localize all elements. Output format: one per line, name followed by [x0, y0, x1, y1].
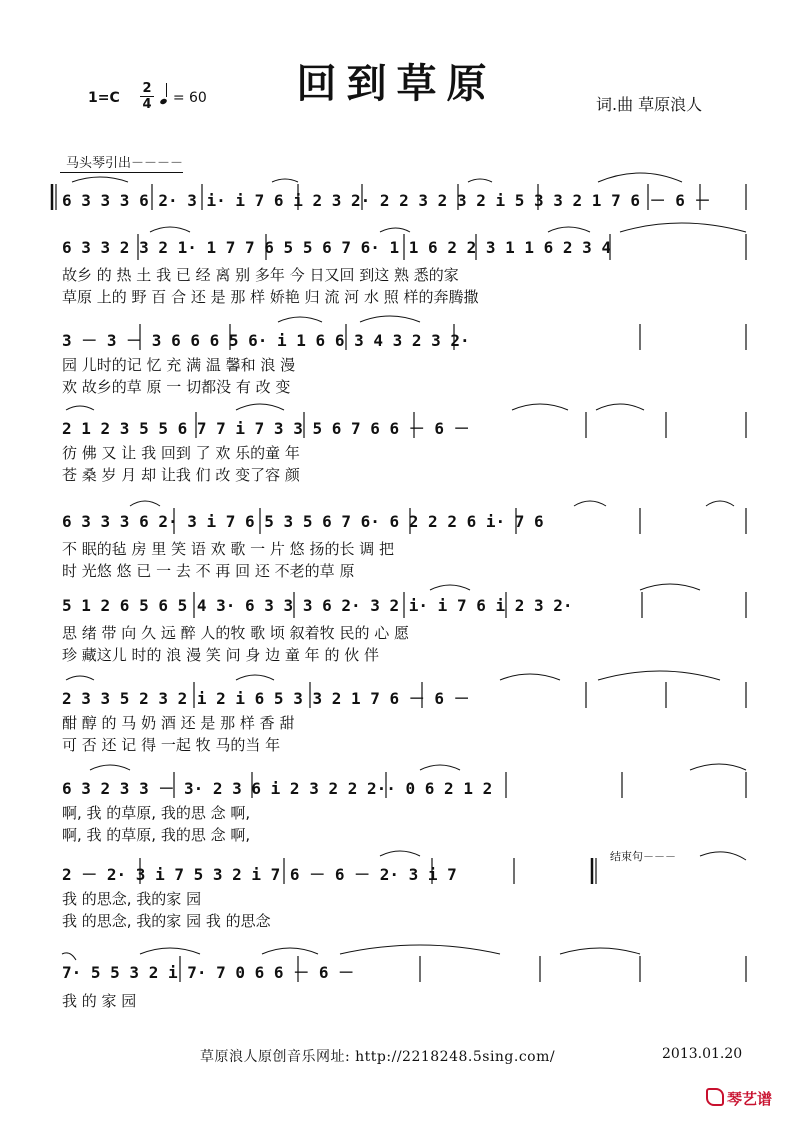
lyric-line-7-verse-1: 酣 醇 的 马 奶 酒 还 是 那 样 香 甜 [62, 714, 295, 732]
music-line-6: 5 1 2 6 5 6 5 4 3· 6 3 3 3 6 2· 3 2 i· i 7 6 i 2 3 2· [62, 596, 573, 615]
tempo-value: = 60 [172, 90, 207, 106]
footer-website: 草原浪人原创音乐网址: http://2218248.5sing.com/ [200, 1049, 556, 1065]
lyric-line-8-verse-2: 啊, 我 的草原, 我的思 念 啊, [62, 826, 251, 844]
lyric-line-10-verse-1: 我 的 家 园 [62, 992, 137, 1010]
time-signature-top: 2 [142, 81, 152, 96]
site-logo [706, 1086, 772, 1109]
lyric-line-4-verse-1: 彷 佛 又 让 我 回到 了 欢 乐的童 年 [62, 444, 300, 462]
intro-label: 马头琴引出－－－－ [66, 156, 184, 171]
lyric-line-5-verse-2: 时 光悠 悠 已 一 去 不 再 回 还 不老的草 原 [62, 562, 355, 580]
time-signature-bottom: 4 [142, 97, 152, 112]
lyric-line-2-verse-2: 草原 上的 野 百 合 还 是 那 样 娇艳 归 流 河 水 照 样的奔腾撒 [62, 288, 479, 306]
music-line-3: 3 － 3 － 3 6 6 6 5 6· i 1 6 6 3 4 3 2 3 2· [62, 331, 470, 350]
lyric-line-6-verse-1: 思 绪 带 向 久 远 醉 人的牧 歌 顷 叙着牧 民的 心 愿 [62, 624, 409, 642]
music-line-5: 6 3 3 3 6 2· 3 i 7 6 5 3 5 6 7 6· 6 2 2 2 6 i· 7 6 [62, 512, 544, 531]
music-line-4: 2 1 2 3 5 5 6 7 7 i 7 3 3 5 6 7 6 6 － 6 － [62, 419, 470, 438]
logo-text: 琴艺谱 [727, 1090, 773, 1108]
lyric-line-2-verse-1: 故乡 的 热 土 我 已 经 离 别 多年 今 日又回 到这 熟 悉的家 [62, 266, 459, 284]
music-line-8: 6 3 2 3 3 － 3· 2 3 6 i 2 3 2 2 2·· 0 6 2 1 2 [62, 779, 493, 798]
music-line-9: 2 － 2· 3 i 7 5 3 2 i 7 6 － 6 － 2· 3 i 7 [62, 865, 457, 884]
lyric-line-8-verse-1: 啊, 我 的草原, 我的思 念 啊, [62, 804, 251, 822]
lyric-line-4-verse-2: 苍 桑 岁 月 却 让我 们 改 变了容 颜 [62, 466, 300, 484]
lyric-line-6-verse-2: 珍 藏这儿 时的 浪 漫 笑 问 身 边 童 年 的 伙 伴 [62, 646, 379, 664]
lyric-line-5-verse-1: 不 眠的毡 房 里 笑 语 欢 歌 一 片 悠 扬的长 调 把 [62, 540, 394, 558]
music-line-1: 6 3 3 3 6 2· 3 i· i 7 6 i 2 3 2· 2 2 3 2 3 2 i 5 3 3 2 1 7 6 － 6 － [62, 191, 711, 210]
ending-phrase-label: 结束句－－－ [610, 850, 676, 863]
credit-line: 词.曲 草原浪人 [596, 95, 703, 114]
page-title: 回到草原 [296, 61, 497, 107]
footer-date: 2013.01.20 [662, 1046, 743, 1062]
lyric-line-9-verse-1: 我 的思念, 我的家 园 [62, 890, 202, 908]
music-line-2: 6 3 3 2 3 2 1· 1 7 7 6 5 5 6 7 6· 1 1 6 2 2 3 1 1 6 2 3 4 [62, 238, 612, 257]
music-line-7: 2 3 3 5 2 3 2 i 2 i 6 5 3 3 2 1 7 6 － 6 － [62, 689, 470, 708]
music-line-10: 7· 5 5 3 2 i 7· 7 0 6 6 － 6 － [62, 963, 355, 982]
lyric-line-3-verse-2: 欢 故乡的草 原 一 切都没 有 改 变 [62, 378, 291, 396]
logo-icon [706, 1088, 724, 1106]
lyric-line-3-verse-1: 园 儿时的记 忆 充 满 温 馨和 浪 漫 [62, 356, 296, 374]
lyric-line-7-verse-2: 可 否 还 记 得 一起 牧 马的当 年 [62, 736, 281, 754]
lyric-line-9-verse-2: 我 的思念, 我的家 园 我 的思念 [62, 912, 271, 930]
key-signature: 1=C [88, 90, 120, 106]
